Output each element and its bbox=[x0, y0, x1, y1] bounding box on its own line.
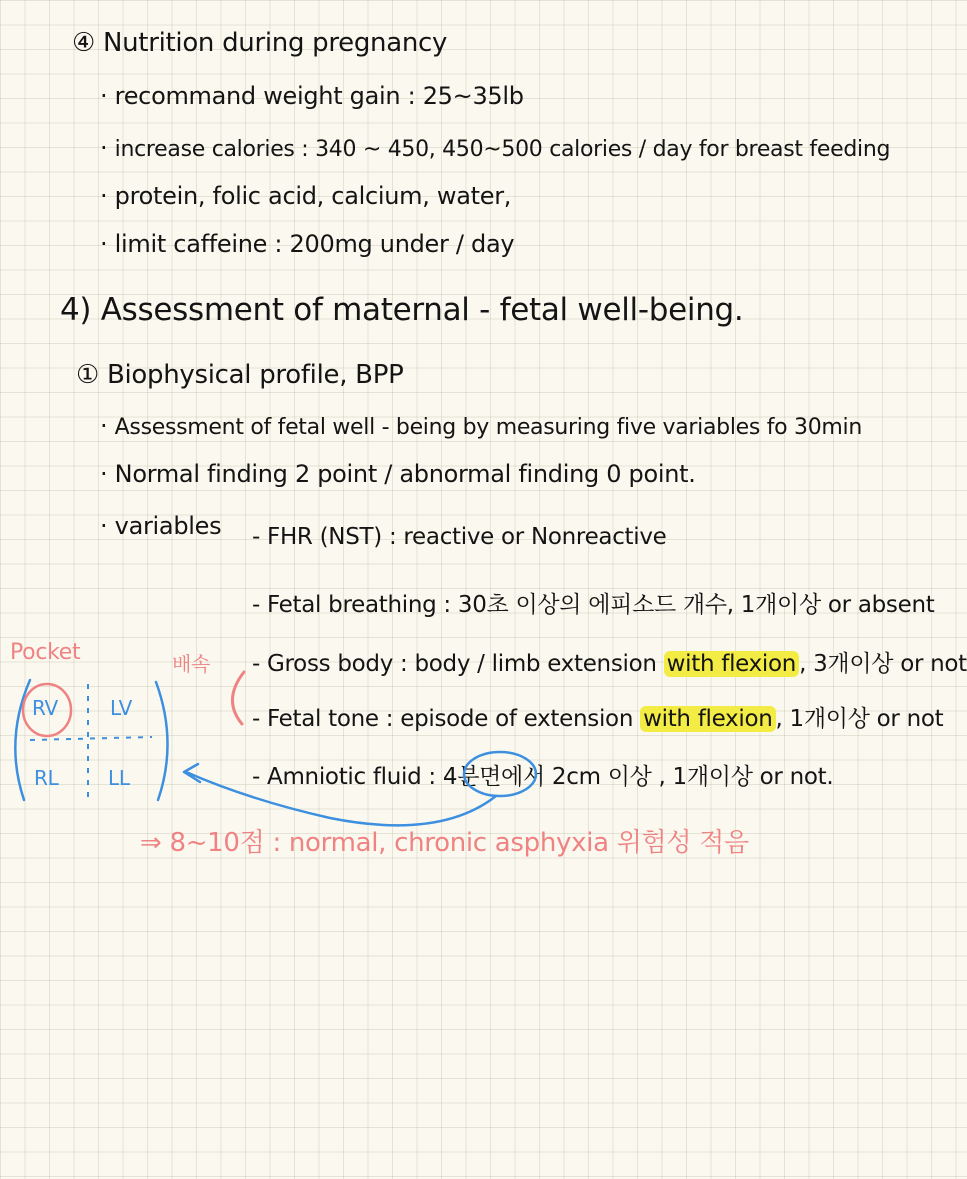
variable-text: , 3개이상 or not bbox=[799, 651, 967, 677]
bullet: · bbox=[100, 182, 115, 210]
nutrition-item-text: recommand weight gain : 25~35lb bbox=[114, 82, 524, 110]
quadrant-left-bracket bbox=[15, 680, 30, 800]
assessment-heading: 4) Assessment of maternal - fetal well-being. bbox=[60, 292, 744, 328]
bpp-item-text: Assessment of fetal well - being by measuring five variables fo 30min bbox=[114, 415, 862, 440]
bullet: · bbox=[100, 82, 115, 110]
variables-label-text: variables bbox=[114, 512, 222, 540]
bullet: · bbox=[100, 412, 115, 440]
variable-fhr: - FHR (NST) : reactive or Nonreactive bbox=[252, 524, 667, 550]
bullet: · bbox=[100, 460, 115, 488]
highlight-with-flexion: with flexion bbox=[664, 651, 799, 677]
variable-text: - Fetal tone : episode of extension bbox=[252, 706, 641, 732]
variable-text: , 1개이상 or not bbox=[775, 706, 944, 732]
bpp-heading: ① Biophysical profile, BPP bbox=[76, 360, 404, 390]
quadrant-rv: RV bbox=[32, 696, 58, 720]
nutrition-heading: ④ Nutrition during pregnancy bbox=[72, 28, 448, 58]
reference-arrow bbox=[186, 772, 496, 825]
bullet: · bbox=[100, 230, 115, 258]
bullet: · bbox=[100, 512, 115, 540]
arrow-head bbox=[184, 764, 200, 782]
bpp-item-text: Normal finding 2 point / abnormal finding 0 point. bbox=[114, 460, 696, 488]
baesok-label: 배속 bbox=[172, 652, 211, 676]
variable-text: - Gross body : body / limb extension bbox=[252, 651, 664, 677]
bullet: · bbox=[100, 134, 115, 162]
nutrition-item-text: limit caffeine : 200mg under / day bbox=[114, 230, 515, 258]
variable-amniotic-fluid: - Amniotic fluid : 4분면에서 2cm 이상 , 1개이상 or not. bbox=[252, 764, 834, 790]
quadrant-rl: RL bbox=[34, 766, 59, 790]
quadrant-word-circle bbox=[464, 752, 536, 796]
quadrant-lv: LV bbox=[110, 696, 133, 720]
quadrant-ll: LL bbox=[108, 766, 130, 790]
nutrition-item-text: protein, folic acid, calcium, water, bbox=[114, 182, 512, 210]
pocket-label: Pocket bbox=[10, 640, 81, 665]
conclusion-text: ⇒ 8~10점 : normal, chronic asphyxia 위험성 적음 bbox=[140, 828, 749, 858]
highlight-with-flexion: with flexion bbox=[640, 706, 775, 732]
baesok-bracket bbox=[232, 672, 244, 724]
rv-circle bbox=[23, 684, 71, 736]
variable-fetal-breathing: - Fetal breathing : 30초 이상의 에피소드 개수, 1개이상 or absent bbox=[252, 592, 935, 618]
nutrition-item-text: increase calories : 340 ~ 450, 450~500 calories / day for breast feeding bbox=[114, 137, 891, 162]
quadrant-right-bracket bbox=[156, 682, 168, 800]
quadrant-horizontal-divider bbox=[30, 737, 152, 740]
